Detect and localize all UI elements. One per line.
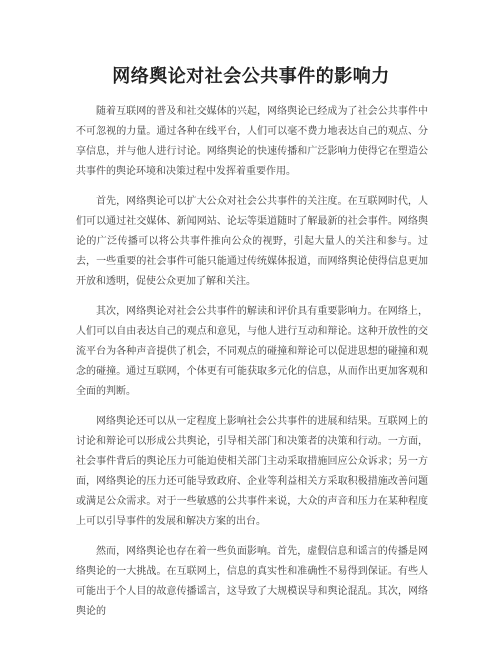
paragraph-4: 网络舆论还可以从一定程度上影响社会公共事件的进展和结果。互联网上的讨论和辩论可以形成公共舆论，引导相关部门和决策者的决策和行动。一方面，社会事件背后的舆论压力可能迫使相关部门主动采取措施回应公众诉求；另一方面，网络舆论的压力还可能导致政府、企业等利益相关方采取积极措施改善问题或满足公众需求。对于一些敏感的公共事件来说，大众的声音和压力在某种程度上可以引导事件的发展和解决方案的出台。 <box>76 416 428 527</box>
paragraph-5: 然而，网络舆论也存在着一些负面影响。首先，虚假信息和谣言的传播是网络舆论的一大挑战。在互联网上，信息的真实性和准确性不易得到保证。有些人可能出于个人目的故意传播谣言，这导致了大规模误导和舆论混乱。其次，网络舆论的 <box>76 546 428 617</box>
document-title: 网络舆论对社会公共事件的影响力 <box>112 66 390 87</box>
document-body <box>76 102 428 622</box>
paragraph-3: 其次，网络舆论对社会公共事件的解读和评价具有重要影响力。在网络上，人们可以自由表达自己的观点和意见，与他人进行互动和辩论。这种开放性的交流平台为各种声音提供了机会，不同观点的碰撞和辩论可以促进思想的碰撞和观念的碰撞。通过互联网，个体更有可能获取多元化的信息，从而作出更加客观和全面的判断。 <box>76 306 428 397</box>
paragraph-1: 随着互联网的普及和社交媒体的兴起，网络舆论已经成为了社会公共事件中不可忽视的力量。通过各种在线平台，人们可以毫不费力地表达自己的观点、分享信息，并与他人进行讨论。网络舆论的快速传播和广泛影响力使得它在塑造公共事件的舆论环境和决策过程中发挥着重要作用。 <box>76 106 428 177</box>
paragraph-2: 首先，网络舆论可以扩大公众对社会公共事件的关注度。在互联网时代，人们可以通过社交媒体、新闻网站、论坛等渠道随时了解最新的社会事件。网络舆论的广泛传播可以将公共事件推向公众的视野，引起大量人的关注和参与。过去，一些重要的社会事件可能只能通过传统媒体报道，而网络舆论使得信息更加开放和透明，促使公众更加了解和关注。 <box>76 196 428 287</box>
